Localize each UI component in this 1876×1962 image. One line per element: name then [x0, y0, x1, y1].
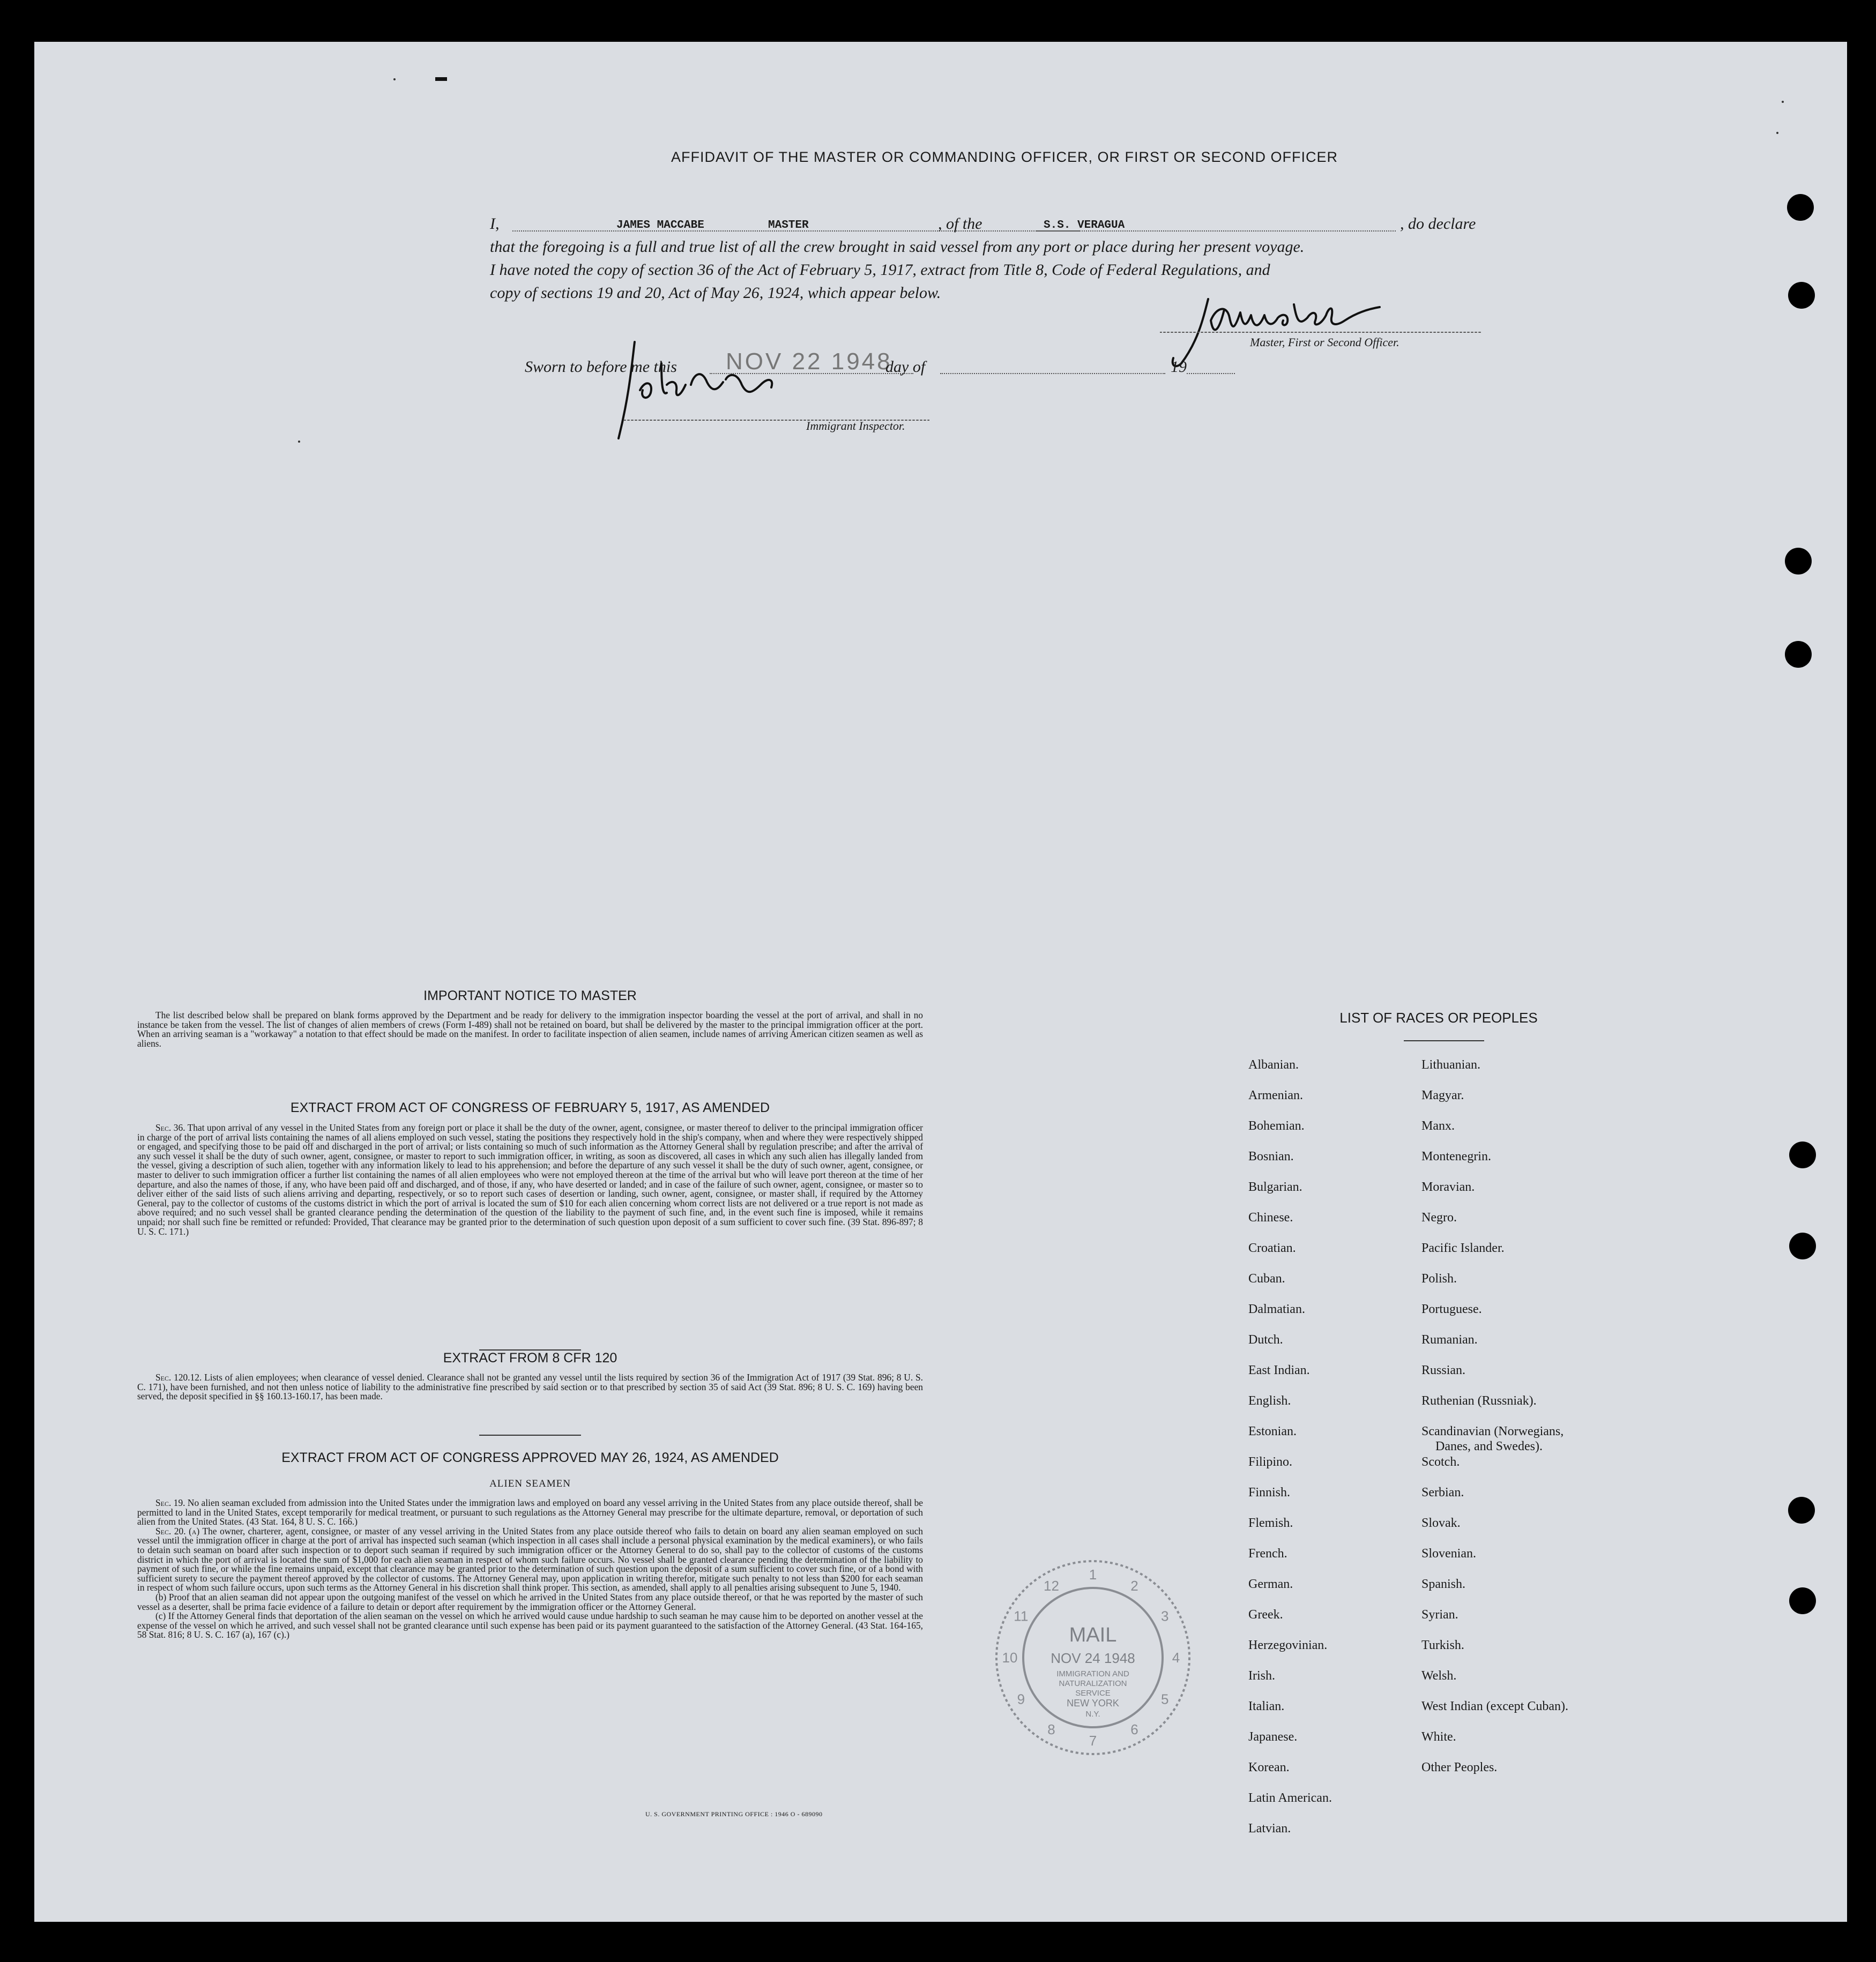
race-item: Japanese. — [1248, 1730, 1298, 1744]
document-page — [34, 42, 1847, 1922]
stamp-hour-number: 12 — [1044, 1577, 1059, 1594]
mail-receipt-stamp — [991, 1556, 1195, 1759]
master-signature — [1160, 288, 1503, 374]
divider — [479, 1435, 581, 1436]
affidavit-title: AFFIDAVIT OF THE MASTER OR COMMANDING OFFICER, OR FIRST OR SECOND OFFICER — [671, 149, 1338, 165]
stamp-hour-number: 7 — [1089, 1733, 1097, 1749]
punch-hole — [1789, 1142, 1816, 1168]
sec-36-label: Sec. 36. — [155, 1122, 185, 1133]
declaration-line-3: I have noted the copy of section 36 of the Act of February 5, 1917, extract from Title 8, Code of Federal Regulations, and — [490, 261, 1270, 279]
month-line — [940, 373, 1165, 374]
divider — [1404, 1040, 1484, 1041]
sec-36-text: That upon arrival of any vessel in the United States from any foreign port or place it shall be the duty of the owner, agent, consignee, or master thereof to deliver to the principal immigration officer in charge of the port of arrival lists containing the names of all aliens employed on such vessel, stating the positions they respectively hold in the ship's company, when and where they were respectively shipped or engaged, and specifying those to be paid off and discharged in the port of arrival; or lists containing so much of such information as the Attorney General shall by regulation prescribe; and after the arrival of any such vessel it shall be the duty of such owner, agent, consignee, or master to report to such immigration officer, in writing, as soon as discovered, all cases in which any such alien has illegally landed from the vessel, giving a description of such alien, together with any information likely to lead to his apprehension; and before the departure of any such vessel it shall be the duty of such owner, agent, consignee, or master to deliver to such immigration officer a further list containing the names of all alien employees who were not employed thereon at the time of the arrival but who will leave port thereon at the time of her departure, and also the names of those, if any, who have been paid off and discharged, and of those, if any, who have deserted or landed; and in case of the failure of such owner, agent, consignee, or master so to deliver either of the said lists of such aliens arriving and departing, respectively, or so to report such cases of desertion or landing, such owner, agent, consignee, or master shall, if required by the Attorney General, pay to the collector of customs of the customs district in which the port of arrival is located the sum of $10 for each alien concerning whom correct lists are not delivered or a true report is not made as above required; and no such vessel shall be granted clearance pending the determination of the question of the liability to the payment of such fine, and, in the event such fine is imposed, while it remains unpaid; nor shall such fine be remitted or refunded: Provided, That clearance may be granted prior to the determination of such question upon deposit of a sum sufficient to cover such fine. (39 Stat. 896-897; 8 U. S. C. 171.) — [137, 1122, 923, 1237]
declaration-line-1 — [490, 212, 1492, 235]
race-item: Latvian. — [1248, 1822, 1291, 1836]
punch-hole — [1789, 1587, 1816, 1614]
sec-19-text: No alien seaman excluded from admission into the United States under the immigration laws and employed on board any vessel arriving in the United States from any place outside thereof, shall be permitted to land in the United States, except temporarily for medical treatment, or pursuant to such regulations as the Attorney General may prescribe for the ultimate departure, removal, or deportation of such alien from the United States. (43 Stat. 164, 8 U. S. C. 166.) — [137, 1497, 923, 1527]
stamp-hour-number: 2 — [1130, 1577, 1138, 1594]
race-item: Dalmatian. — [1248, 1302, 1305, 1316]
stamp-hour-number: 8 — [1047, 1721, 1055, 1738]
race-item: White. — [1421, 1730, 1456, 1744]
speck — [1776, 132, 1778, 134]
race-item: French. — [1248, 1547, 1287, 1561]
race-item: West Indian (except Cuban). — [1421, 1699, 1568, 1713]
race-item: Polish. — [1421, 1272, 1457, 1286]
race-item: Estonian. — [1248, 1424, 1297, 1438]
sworn-year: 19 — [1171, 358, 1187, 376]
extract-cfr-title: EXTRACT FROM 8 CFR 120 — [443, 1351, 617, 1366]
race-item: Spanish. — [1421, 1577, 1466, 1591]
punch-hole — [1788, 1497, 1815, 1524]
race-item: Greek. — [1248, 1608, 1283, 1622]
punch-hole — [1785, 548, 1812, 575]
sec-20b-text: (b) Proof that an alien seaman did not appear upon the outgoing manifest of the vessel on which he arrived in the United States from any place outside thereof, or that he was reported by the master of such vessel as a deserter, shall be prima facie evidence of a failure to detain or deport after requirement by the immigration officer or the Attorney General. — [137, 1591, 923, 1612]
race-item: Italian. — [1248, 1699, 1285, 1713]
sec-120-12-label: Sec. 120.12. — [155, 1372, 202, 1383]
of-the-label: , of the — [938, 215, 982, 233]
sec-20a-text: The owner, charterer, agent, consignee, or master of any vessel arriving in the United States from any place outside thereof who fails to detain on board any alien seaman employed on such vessel until the immigration officer in charge at the port of arrival has inspected such seaman (which inspection in all cases shall include a personal physical examination by the medical examiners), or who fails to detain such seaman on board after such inspection or to deport such seaman if required by such immigration officer or the Attorney General to do so, shall pay to the collector of customs of the customs district in which the port of arrival is located the sum of $1,000 for each alien seaman in respect of whom such failure occurs. No vessel shall be granted clearance pending the determination of the liability to payment of such fine, or while the fine remains unpaid, except that clearance may be granted prior to the determination of such question upon the deposit of a sum sufficient to cover such fine, or of a bond with sufficient surety to secure the payment thereof approved by the collector of customs. The Attorney General may, upon application in writing therefor, mitigate such penalty to not less than $200 for each seaman in respect of whom such failure occurs, upon such terms as the Attorney General in his discretion shall think proper. This section, as amended, shall apply to all penalties arising subsequent to June 5, 1940. — [137, 1525, 923, 1593]
race-item: Scandinavian (Norwegians, — [1421, 1424, 1564, 1438]
printing-office-imprint: U. S. GOVERNMENT PRINTING OFFICE : 1946 O - 689090 — [645, 1810, 823, 1818]
stamp-line-3: SERVICE — [1075, 1689, 1111, 1698]
important-notice-paragraph: The list described below shall be prepared on blank forms approved by the Department and be ready for delivery to the immigration inspector boarding the vessel at the port of arrival, and shall in no instance be taken from the vessel. The list of changes of alien members of crews (Form I-489) shall not be retained on board, but shall be delivered by the master to the principal immigration officer at the port. When an arriving seaman is a "workaway" a notation to that effect should be made on the manifest. In order to facilitate inspection of alien seamen, include names of arriving American citizen seamen as well as aliens. — [137, 1010, 923, 1049]
stamp-line-2: NATURALIZATION — [1059, 1679, 1127, 1688]
master-name: JAMES MACCABE — [616, 219, 704, 232]
race-item: Finnish. — [1248, 1486, 1291, 1500]
stamp-hour-number: 5 — [1160, 1691, 1169, 1707]
race-item: Slovak. — [1421, 1516, 1461, 1530]
race-item: Magyar. — [1421, 1088, 1464, 1102]
race-item: Russian. — [1421, 1363, 1466, 1377]
race-item: Slovenian. — [1421, 1547, 1476, 1561]
stamp-date: NOV 24 1948 — [1051, 1650, 1135, 1666]
extract-cfr-text — [137, 1373, 923, 1401]
important-notice-text — [137, 1011, 923, 1048]
race-item: Armenian. — [1248, 1088, 1303, 1102]
race-item: Flemish. — [1248, 1516, 1293, 1530]
race-item: Danes, and Swedes). — [1435, 1439, 1543, 1453]
race-item: Montenegrin. — [1421, 1150, 1491, 1163]
race-item: Other Peoples. — [1421, 1760, 1498, 1774]
alien-seamen-subtitle: ALIEN SEAMEN — [489, 1478, 571, 1489]
punch-hole — [1785, 641, 1812, 668]
declaration-prefix: I, — [490, 215, 500, 233]
stamp-mail: MAIL — [1069, 1624, 1117, 1646]
extract-1924-text — [137, 1498, 923, 1640]
sec-20c-text: (c) If the Attorney General finds that deportation of the alien seaman on the vessel on which he arrived would cause undue hardship to such seaman he may cause him to be deported on another vessel at the expense of the vessel on which he arrived, and such vessel shall not be granted clearance until such expense has been paid or its payment guaranteed to the satisfaction of the Attorney General. (43 Stat. 164-165, 58 Stat. 816; 8 U. S. C. 167 (a), 167 (c).) — [137, 1610, 923, 1640]
vessel-name: S.S. VERAGUA — [1044, 219, 1125, 232]
inspector-caption: Immigrant Inspector. — [806, 419, 905, 432]
punch-hole — [1787, 194, 1814, 221]
extract-1917-title: EXTRACT FROM ACT OF CONGRESS OF FEBRUARY 5, 1917, AS AMENDED — [290, 1100, 770, 1115]
declaration-line-4: copy of sections 19 and 20, Act of May 26, 1924, which appear below. — [490, 284, 941, 302]
race-item: Turkish. — [1421, 1638, 1464, 1652]
race-item: English. — [1248, 1394, 1291, 1408]
race-item: Bulgarian. — [1248, 1180, 1302, 1194]
stamp-hour-number: 3 — [1160, 1608, 1169, 1624]
sec-19-label: Sec. 19. — [155, 1497, 185, 1508]
sec-20a-label: Sec. 20. (a) — [155, 1525, 200, 1536]
sec-120-12-text: Lists of alien employees; when clearance of vessel denied. Clearance shall not be granted any vessel until the lists required by section 36 of the Immigration Act of 1917 (39 Stat. 896; 8 U. S. C. 171), have been furnished, and not then unless notice of liability to the administrative fine prescribed by said section or to that prescribed by section 35 of said Act (39 Stat. 896; 8 U. S. C. 169) having been served, the deposit specified in §§ 160.13-160.17, has been made. — [137, 1372, 923, 1402]
race-item: Dutch. — [1248, 1333, 1283, 1347]
race-item: Scotch. — [1421, 1455, 1460, 1469]
race-item: Albanian. — [1248, 1058, 1299, 1072]
speck — [298, 441, 300, 443]
race-item: Chinese. — [1248, 1211, 1293, 1225]
ink-mark — [435, 77, 447, 81]
year-line — [1187, 373, 1235, 374]
race-item: Syrian. — [1421, 1608, 1458, 1622]
race-item: East Indian. — [1248, 1363, 1310, 1377]
sworn-date-stamp: NOV 22 1948 — [726, 348, 892, 375]
stamp-hour-number: 10 — [1002, 1650, 1018, 1666]
race-item: Bosnian. — [1248, 1150, 1294, 1163]
race-item: Rumanian. — [1421, 1333, 1478, 1347]
race-item: Ruthenian (Russniak). — [1421, 1394, 1537, 1408]
race-item: Lithuanian. — [1421, 1058, 1480, 1072]
important-notice-title: IMPORTANT NOTICE TO MASTER — [423, 988, 637, 1003]
race-item: Latin American. — [1248, 1791, 1332, 1805]
punch-hole — [1789, 1233, 1816, 1259]
race-item: Manx. — [1421, 1119, 1455, 1133]
signer-caption: Master, First or Second Officer. — [1250, 335, 1399, 349]
stamp-line-4: NEW YORK — [1067, 1698, 1119, 1709]
races-title: LIST OF RACES OR PEOPLES — [1339, 1010, 1538, 1026]
race-item: Moravian. — [1421, 1180, 1475, 1194]
race-item: Irish. — [1248, 1669, 1275, 1683]
stamp-hour-number: 11 — [1014, 1608, 1029, 1624]
stamp-line-1: IMMIGRATION AND — [1056, 1669, 1129, 1678]
extract-1924-title: EXTRACT FROM ACT OF CONGRESS APPROVED MAY 26, 1924, AS AMENDED — [281, 1450, 779, 1465]
stamp-hour-number: 4 — [1172, 1650, 1180, 1666]
sworn-prefix: Sworn to before me this — [525, 358, 677, 376]
race-item: Cuban. — [1248, 1272, 1285, 1286]
stamp-line-5: N.Y. — [1085, 1710, 1100, 1719]
race-item: Bohemian. — [1248, 1119, 1305, 1133]
race-item: German. — [1248, 1577, 1293, 1591]
race-item: Filipino. — [1248, 1455, 1293, 1469]
extract-1917-text — [137, 1123, 923, 1236]
speck — [1782, 101, 1784, 103]
race-item: Herzegovinian. — [1248, 1638, 1328, 1652]
stamp-hour-number: 1 — [1089, 1566, 1097, 1583]
day-of-label: day of — [885, 358, 926, 376]
stamp-hour-number: 6 — [1130, 1721, 1138, 1738]
do-declare-label: , do declare — [1400, 215, 1476, 233]
race-item: Pacific Islander. — [1421, 1241, 1505, 1255]
race-item: Croatian. — [1248, 1241, 1296, 1255]
race-item: Negro. — [1421, 1211, 1457, 1225]
race-item: Korean. — [1248, 1760, 1290, 1774]
stamp-hour-number: 9 — [1017, 1691, 1025, 1707]
vessel-line — [1037, 212, 1396, 232]
declaration-line-2: that the foregoing is a full and true list of all the crew brought in said vessel from any port or place during her present voyage. — [490, 238, 1305, 256]
race-item: Welsh. — [1421, 1669, 1457, 1683]
race-item: Serbian. — [1421, 1486, 1464, 1500]
punch-hole — [1788, 282, 1815, 309]
master-rank: MASTER — [768, 219, 809, 232]
race-item: Portuguese. — [1421, 1302, 1482, 1316]
speck — [393, 78, 396, 80]
